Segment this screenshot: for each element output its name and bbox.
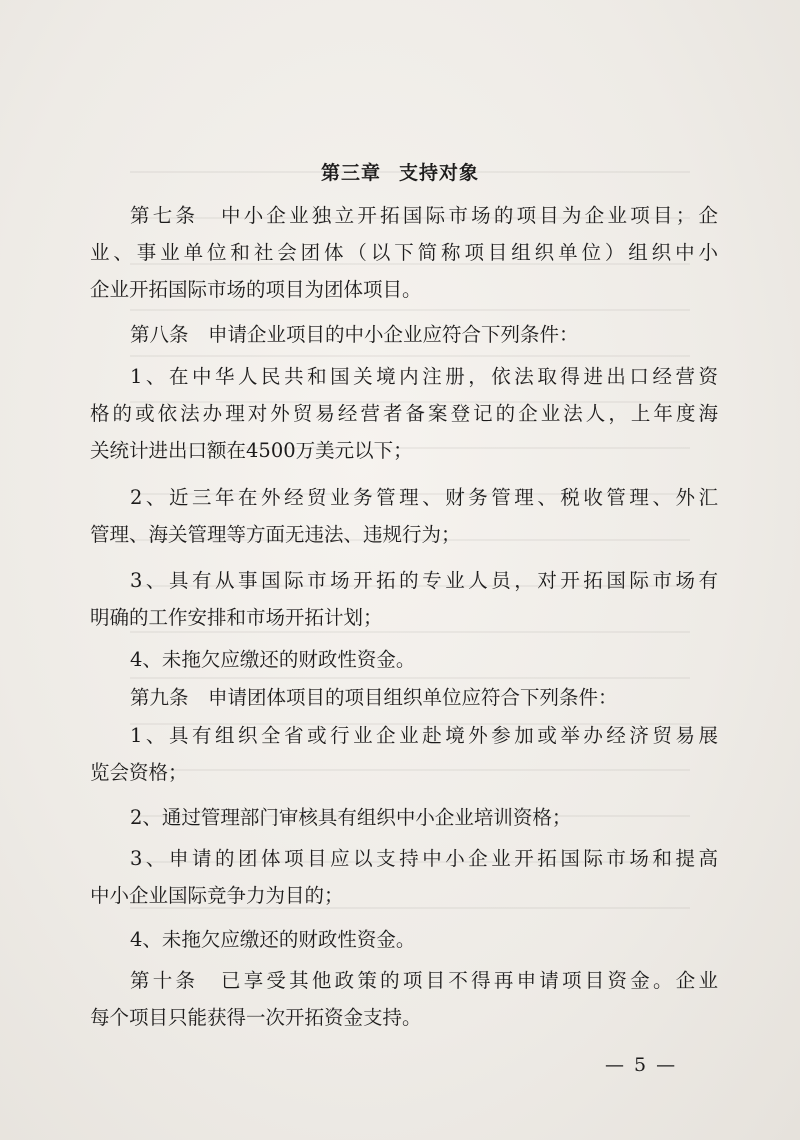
text-line: 1、在中华人民共和国关境内注册，依法取得进出口经营资	[130, 365, 718, 388]
text-line: 明确的工作安排和市场开拓计划；	[90, 606, 383, 629]
chapter-heading: 支持对象	[399, 162, 480, 184]
text-line: 第八条 申请企业项目的中小企业应符合下列条件：	[130, 323, 579, 346]
article-8-item-1	[90, 358, 718, 469]
text-line: 3、申请的团体项目应以支持中小企业开拓国际市场和提高	[130, 847, 718, 870]
text-line: 3、具有从事国际市场开拓的专业人员，对开拓国际市场有	[130, 569, 718, 592]
article-8-heading	[90, 316, 718, 353]
text-line: 2、近三年在外经贸业务管理、财务管理、税收管理、外汇	[130, 486, 718, 509]
text-line: 每个项目只能获得一次开拓资金支持。	[90, 1006, 422, 1029]
page-number: — 5 —	[605, 1054, 678, 1076]
article-9-item-1	[90, 717, 718, 791]
text-line: 中小企业国际竞争力为目的；	[90, 884, 344, 907]
text-line: 业、事业单位和社会团体（以下简称项目组织单位）组织中小	[90, 241, 718, 264]
article-9-item-2	[90, 799, 718, 836]
article-9-item-4	[90, 921, 718, 958]
text-line: 第七条 中小企业独立开拓国际市场的项目为企业项目；企	[130, 204, 718, 227]
article-8-item-2	[90, 479, 718, 553]
article-10	[90, 962, 718, 1036]
text-line: 关统计进出口额在4500万美元以下；	[90, 439, 413, 462]
text-line: 企业开拓国际市场的项目为团体项目。	[90, 278, 422, 301]
text-line: 格的或依法办理对外贸易经营者备案登记的企业法人，上年度海	[90, 402, 718, 425]
text-line: 第十条 已享受其他政策的项目不得再申请项目资金。企业	[130, 969, 718, 992]
chapter-title	[0, 158, 800, 185]
article-9-heading	[90, 679, 718, 716]
text-line: 1、具有组织全省或行业企业赴境外参加或举办经济贸易展	[130, 724, 718, 747]
chapter-number: 第三章	[320, 162, 381, 184]
article-8-item-3	[90, 562, 718, 636]
article-9-item-3	[90, 840, 718, 914]
text-line: 4、未拖欠应缴还的财政性资金。	[130, 928, 416, 951]
article-8-item-4	[90, 641, 718, 678]
text-line: 第九条 申请团体项目的项目组织单位应符合下列条件：	[130, 686, 618, 709]
text-line: 2、通过管理部门审核具有组织中小企业培训资格；	[130, 806, 572, 829]
text-line: 4、未拖欠应缴还的财政性资金。	[130, 648, 416, 671]
text-line: 管理、海关管理等方面无违法、违规行为；	[90, 523, 461, 546]
article-7	[90, 197, 718, 308]
text-line: 览会资格；	[90, 761, 188, 784]
